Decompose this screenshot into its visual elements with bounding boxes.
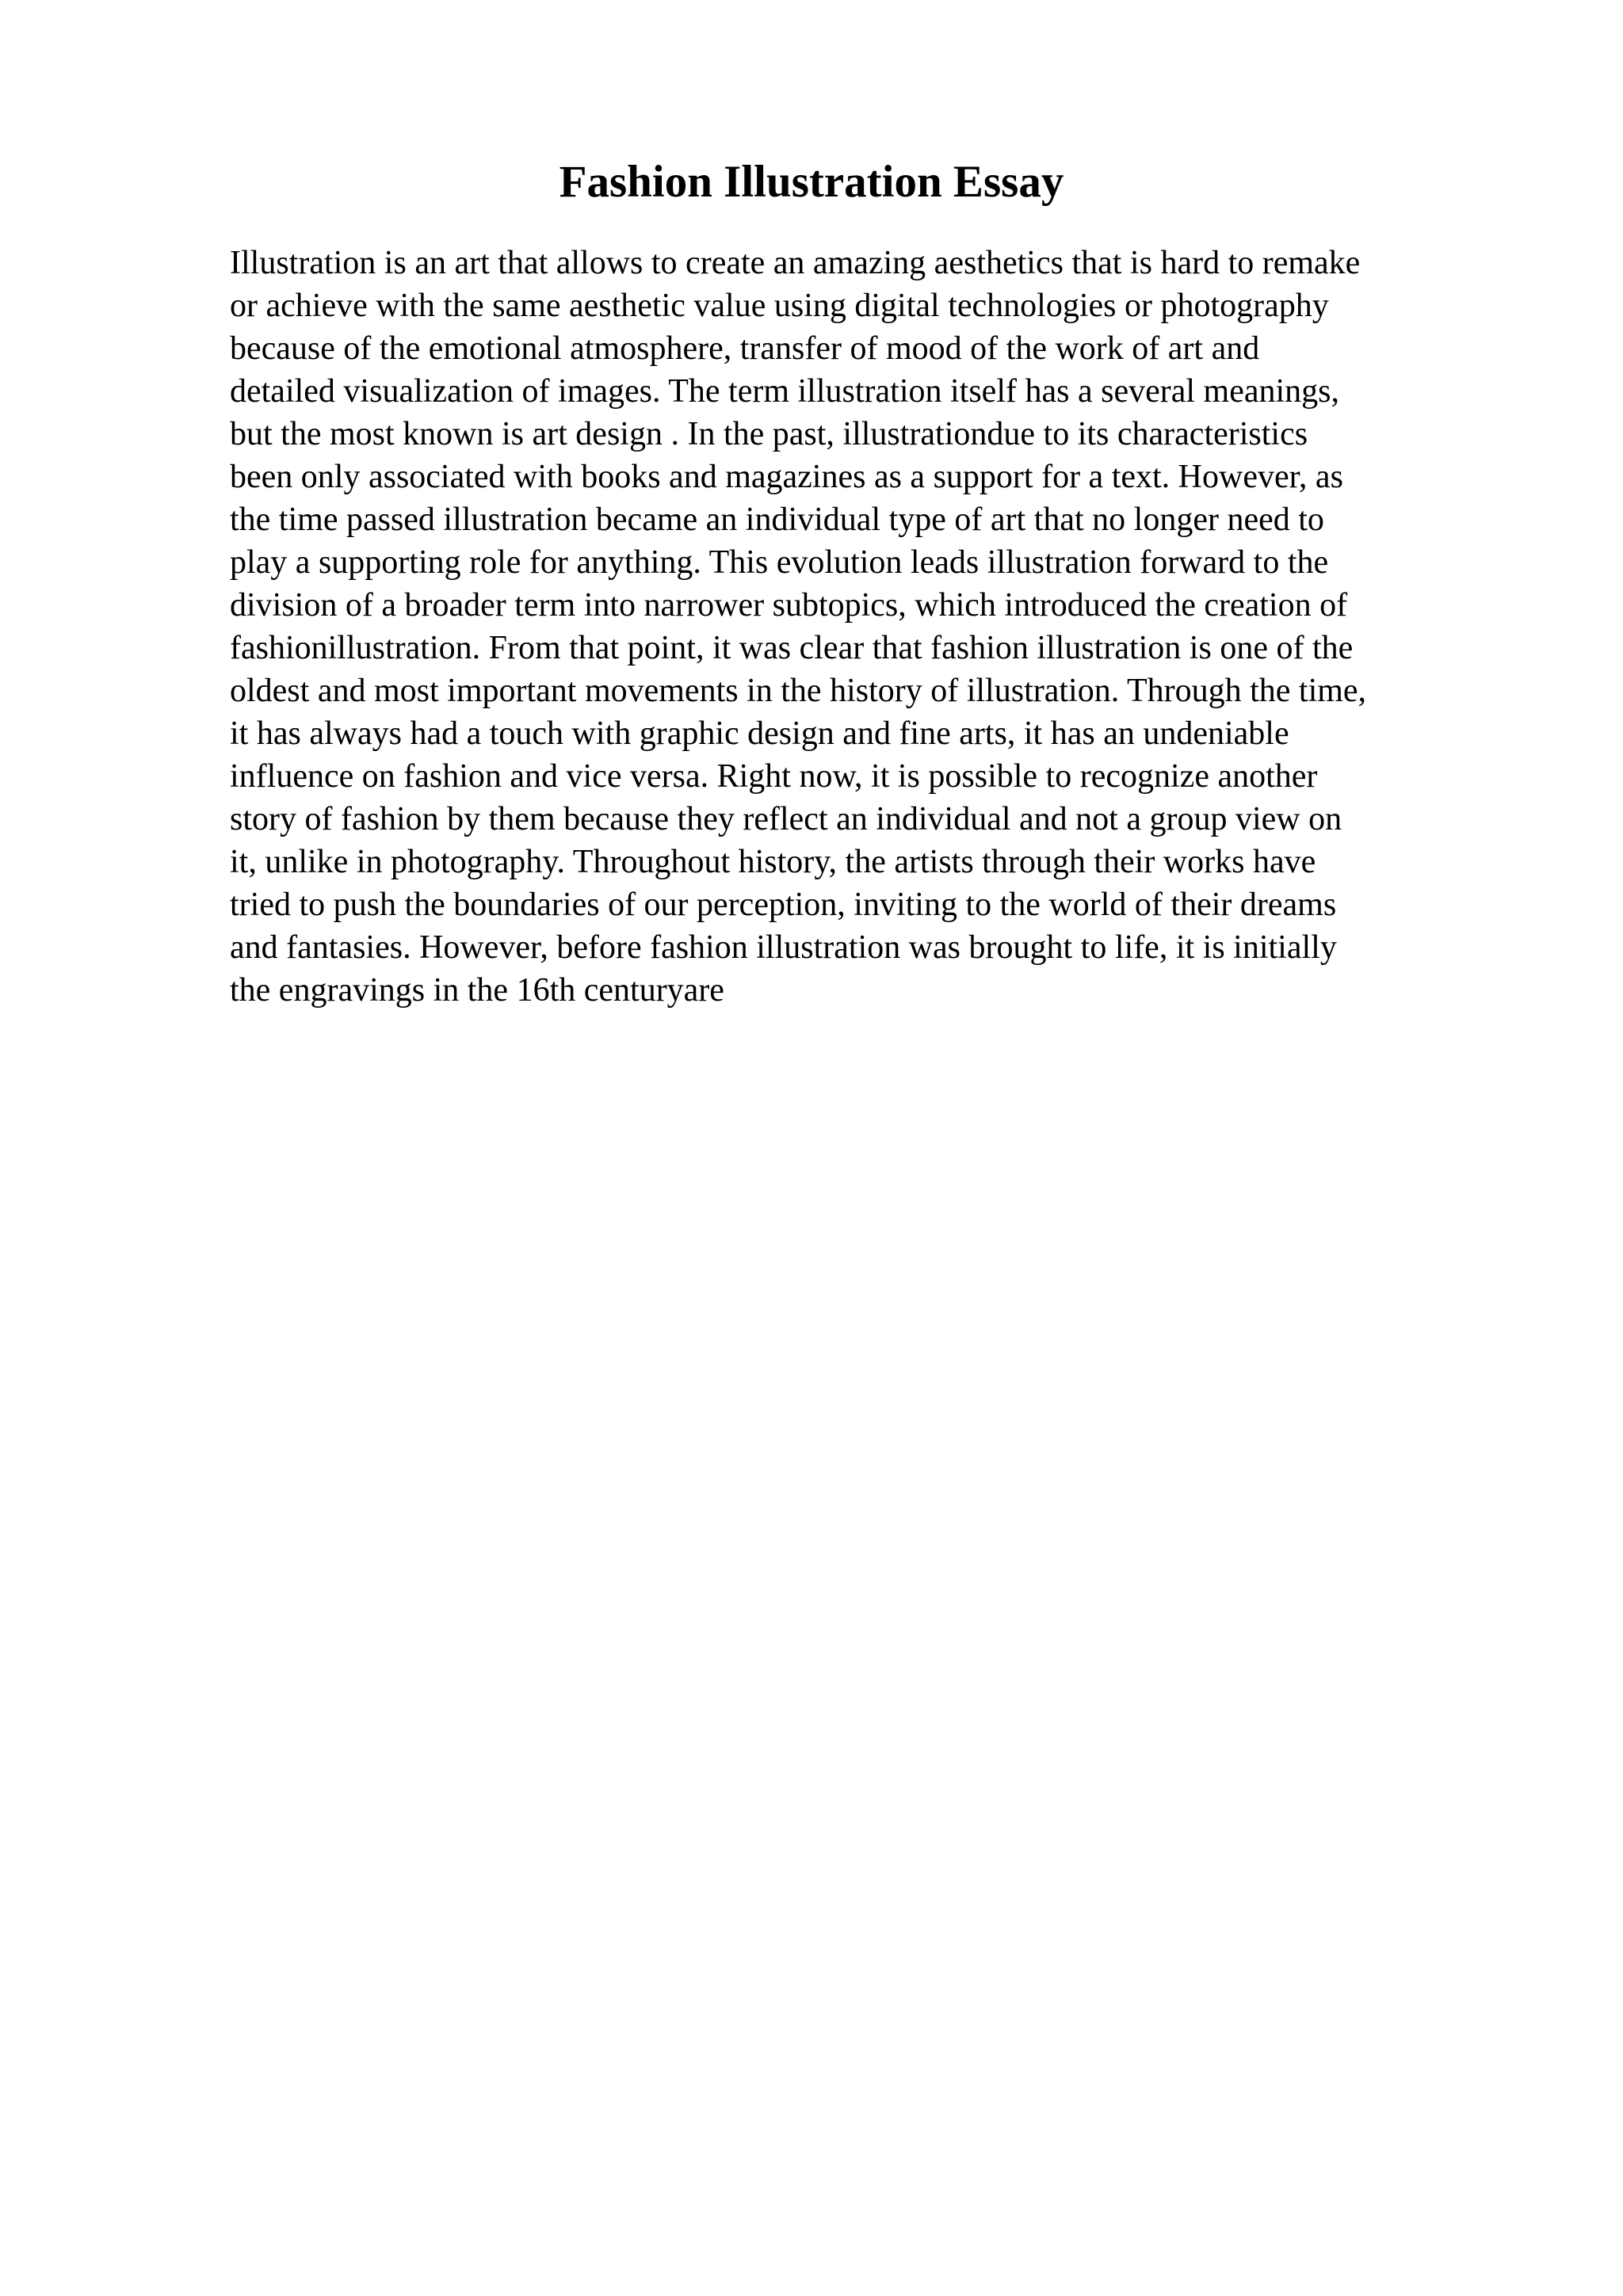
- paragraph-line: tried to push the boundaries of our perception, inviting to the world of their dreams: [230, 887, 1337, 923]
- paragraph-line: it, unlike in photography. Throughout history, the artists through their works have: [230, 844, 1316, 880]
- paragraph-line: or achieve with the same aesthetic value using digital technologies or photography: [230, 288, 1329, 324]
- paragraph-line: but the most known is art design . In the past, illustrationdue to its characteristics: [230, 416, 1308, 452]
- paragraph-line: the time passed illustration became an individual type of art that no longer need to: [230, 502, 1324, 538]
- document-title: Fashion Illustration Essay: [559, 157, 1064, 207]
- paragraph-line: influence on fashion and vice versa. Right now, it is possible to recognize another: [230, 758, 1318, 795]
- paragraph-line: and fantasies. However, before fashion illustration was brought to life, it is initially: [230, 929, 1337, 966]
- paragraph-line: story of fashion by them because they reflect an individual and not a group view on: [230, 801, 1342, 837]
- paragraph-line: Illustration is an art that allows to create an amazing aesthetics that is hard to remake: [230, 245, 1361, 281]
- paragraph-line: play a supporting role for anything. This evolution leads illustration forward to the: [230, 544, 1329, 581]
- paragraph-line: fashionillustration. From that point, it was clear that fashion illustration is one of the: [230, 630, 1354, 666]
- paragraph-line: division of a broader term into narrower subtopics, which introduced the creation of: [230, 587, 1348, 624]
- paragraph-line: it has always had a touch with graphic design and fine arts, it has an undeniable: [230, 715, 1289, 752]
- paragraph-line: detailed visualization of images. The term illustration itself has a several meanings,: [230, 373, 1339, 410]
- paragraph-line: because of the emotional atmosphere, transfer of mood of the work of art and: [230, 330, 1260, 367]
- paragraph-line: oldest and most important movements in the history of illustration. Through the time,: [230, 673, 1367, 709]
- paragraph-line: the engravings in the 16th centuryare: [230, 972, 724, 1009]
- essay-paragraph: [230, 242, 1498, 1012]
- paragraph-line: been only associated with books and magazines as a support for a text. However, as: [230, 459, 1343, 495]
